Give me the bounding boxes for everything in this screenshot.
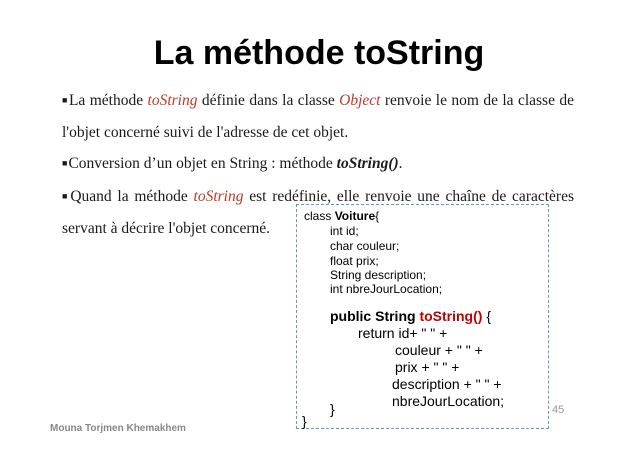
method-name: toString()	[419, 308, 483, 324]
code-keyword: public String	[330, 308, 420, 324]
field-line: int id;	[330, 224, 359, 238]
method-ref: toString	[147, 92, 198, 109]
slide-title: La méthode toString	[153, 34, 485, 72]
class-ref: Object	[339, 92, 381, 109]
code-line: nbreJourLocation;	[392, 393, 505, 409]
field-line: int nbreJourLocation;	[330, 282, 443, 296]
author-footer: Mouna Torjmen Khemakhem	[50, 423, 186, 434]
code-text: class	[304, 209, 335, 223]
text: La méthode	[68, 92, 148, 109]
square-bullet-icon: ■	[62, 158, 68, 168]
code-line: couleur + " " +	[395, 342, 483, 358]
code-line: description + " " +	[392, 376, 502, 392]
method-ref: toString	[193, 188, 244, 205]
code-line: prix + " " +	[395, 359, 460, 375]
text: Conversion d’un objet en String : méthode	[68, 155, 337, 172]
bullet-line	[62, 84, 574, 117]
code-text: {	[375, 209, 380, 223]
class-declaration	[304, 209, 379, 223]
class-close-brace: }	[302, 413, 307, 429]
bullet-line: l'objet concerné suivi de l'adresse de cet objet.	[62, 124, 349, 141]
field-line: float prix;	[330, 254, 379, 268]
code-line: return id+ " " +	[358, 325, 448, 341]
bullet-conversion	[62, 147, 574, 180]
field-line: String description;	[330, 268, 427, 282]
class-name: Voiture	[334, 209, 376, 223]
text: définie dans la classe	[197, 92, 340, 109]
code-text: {	[482, 308, 492, 324]
method-declaration	[330, 308, 491, 325]
text: .	[398, 155, 403, 172]
square-bullet-icon: ■	[62, 95, 68, 105]
text: Quand la méthode	[70, 188, 194, 205]
method-close-brace: }	[330, 401, 335, 417]
square-bullet-icon: ■	[62, 191, 70, 201]
field-line: char couleur;	[330, 239, 400, 253]
text: renvoie le nom de la classe de	[380, 92, 574, 109]
code-box	[296, 204, 549, 429]
bullet-tostring-definition	[62, 84, 574, 149]
bullet-line: servant à décrire l'objet concerné.	[62, 220, 271, 237]
text: est redéfinie, elle renvoie une chaîne de caractères	[243, 188, 574, 205]
page-number: 45	[552, 404, 565, 416]
method-ref: toString()	[336, 155, 399, 172]
